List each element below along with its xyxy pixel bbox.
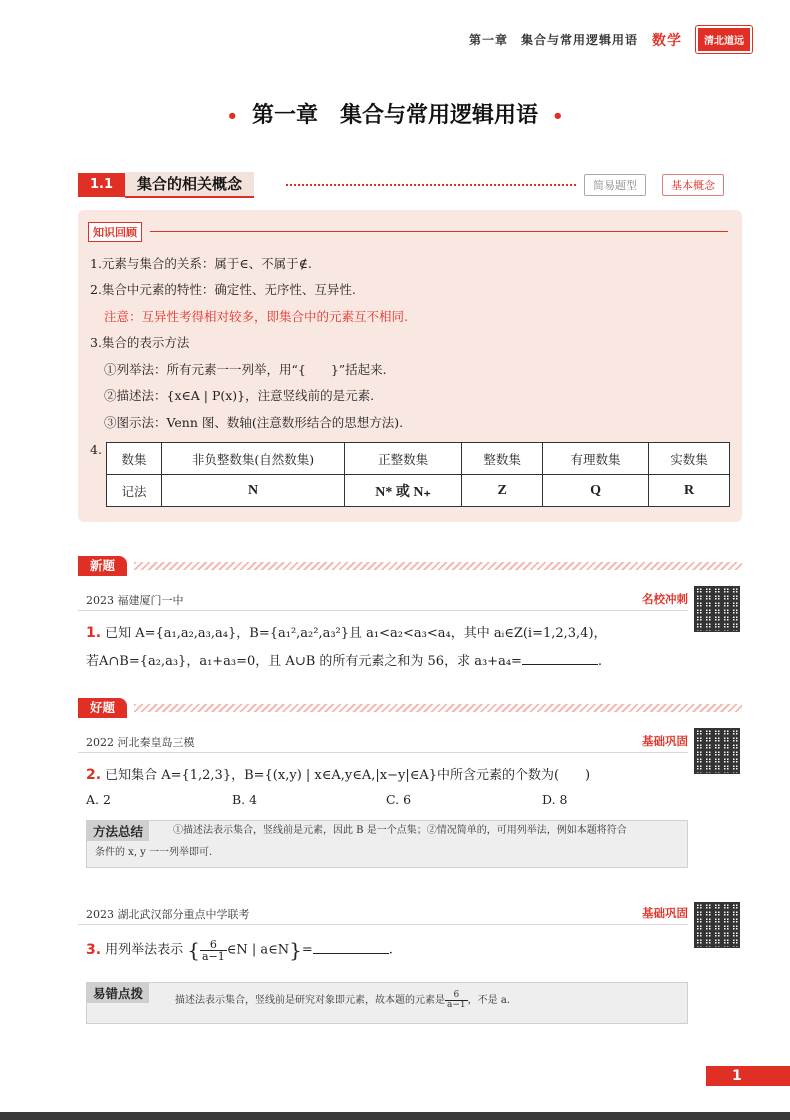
summary-text: ①描述法表示集合，竖线前是元素，因此 B 是一个点集；②情况简单的，可用列举法，例如本题将符合 [173,825,627,836]
table-cell: 数集 [107,443,162,475]
fraction [445,991,468,1010]
question-source: 2023 湖北武汉部分重点中学联考 [86,908,250,921]
good-question-band [78,700,742,714]
table-cell: 有理数集 [543,443,649,475]
question-line: 若A∩B={a₂,a₃}，a₁+a₃=0，且 A∪B 的所有元素之和为 56，求 a₃+a₄= . [86,654,603,669]
question-text: = [301,942,313,958]
question-text: 若A∩B={a₂,a₃}，a₁+a₃=0，且 A∪B 的所有元素之和为 56，求 a₃+a₄= [86,654,522,669]
review-label: 知识回顾 [88,222,142,242]
question-source: 2022 河北秦皇岛三模 [86,736,195,749]
fraction-denominator: a−1 [201,949,225,963]
question-divider [78,924,688,925]
band-label: 好题 [78,698,127,718]
band-pattern [134,704,742,712]
summary-label: 方法总结 [87,821,149,841]
question-kind: 名校冲刺 [642,592,688,606]
question-line [86,764,590,783]
knowledge-review-box [78,210,742,522]
chapter-title [0,98,790,129]
fraction-numerator: 6 [200,939,227,951]
review-note: 注意：互异性考得相对较多，即集合中的元素互不相同. [104,309,408,324]
fraction-numerator: 6 [445,991,468,1001]
question-line: 3. 用列举法表示 { $\frac{6}{a-1}$ ∈N | a∈N}= . [86,937,393,963]
question-text: 已知 A={a₁,a₂,a₃,a₄}，B={a₁²,a₂²,a₃²}且 a₁<a₂<a₃<a₄，其中 aᵢ∈Z(i=1,2,3,4)， [105,626,607,641]
answer-blank[interactable] [522,652,598,665]
number-sets-table [106,442,730,507]
table-cell: 正整数集 [345,443,462,475]
review-line: ③图示法：Venn 图、数轴(注意数形结合的思想方法). [104,415,404,430]
review-line: 3.集合的表示方法 [90,335,190,350]
review-line: 2.集合中元素的特性：确定性、无序性、互异性. [90,282,356,297]
question-divider [78,752,688,753]
table-row [107,443,730,475]
table-cell: 实数集 [649,443,730,475]
method-summary-box [86,820,688,868]
bullet-dot-icon: • [226,106,238,127]
question-divider [78,610,688,611]
table-cell: 整数集 [462,443,543,475]
question-1 [78,586,742,676]
table-cell: Q [543,475,649,507]
note-label: 易错点拨 [87,983,149,1003]
brace-open: { [187,938,200,962]
question-2 [78,728,742,818]
new-question-band [78,558,742,572]
qr-code-icon[interactable] [694,586,740,632]
review-line: 1.元素与集合的关系：属于∈、不属于∉. [90,256,312,271]
question-line [86,622,607,641]
chapter-title-text: 第一章 集合与常用逻辑用语 [251,102,538,128]
table-index: 4. [90,442,102,457]
bottom-bar [0,1112,790,1120]
question-number: 1. [86,625,102,641]
tag-topic: 基本概念 [662,174,724,196]
table-row [107,475,730,507]
question-source: 2023 福建厦门一中 [86,594,184,607]
note-text [175,991,510,1011]
summary-text: 条件的 x, y 一一列举即可. [95,847,213,858]
subject-label: 数学 [652,32,682,49]
section-heading [78,172,254,198]
table-cell: 非负整数集(自然数集) [162,443,345,475]
section-title: 集合的相关概念 [125,172,254,198]
note-text-part: 描述法表示集合，竖线前是研究对象即元素，故本题的元素是 [175,995,445,1006]
question-number: 2. [86,767,102,783]
answer-blank[interactable] [313,941,389,954]
question-3 [78,902,742,972]
pitfall-note-box [86,982,688,1024]
review-divider [150,231,728,232]
option-d[interactable]: D. 8 [542,792,568,807]
tag-difficulty: 简易题型 [584,174,646,196]
question-number: 3. [86,941,102,958]
question-kind: 基础巩固 [642,734,688,748]
brace-close: } [289,938,302,962]
section-divider [286,184,576,186]
table-cell: 记法 [107,475,162,507]
question-kind: 基础巩固 [642,906,688,920]
review-line: ②描述法：{x∈A | P(x)}，注意竖线前的是元素. [104,388,375,403]
fraction-denominator: a−1 [447,1000,466,1010]
fraction [200,939,227,962]
option-b[interactable]: B. 4 [232,792,258,807]
bullet-dot-icon: • [552,106,564,127]
qr-code-icon[interactable] [694,902,740,948]
table-cell: N [162,475,345,507]
question-text: 已知集合 A={1,2,3}，B={(x,y) | x∈A,y∈A,|x−y|∈A}中所含元素的个数为( ) [105,768,591,783]
band-label: 新题 [78,556,127,576]
brand-logo: 清北道远 [696,26,752,53]
table-cell: Z [462,475,543,507]
table-cell: N* 或 N₊ [345,475,462,507]
qr-code-icon[interactable] [694,728,740,774]
option-c[interactable]: C. 6 [386,792,412,807]
page-header [469,26,752,53]
question-text: ∈N | a∈N [226,942,290,958]
note-text-part: ，不是 a. [467,995,510,1006]
band-pattern [134,562,742,570]
review-line: ①列举法：所有元素一一列举，用“{ }”括起来. [104,362,387,377]
page-number: 1 [706,1066,790,1086]
section-number: 1.1 [78,173,125,197]
breadcrumb: 第一章 集合与常用逻辑用语 [468,33,638,47]
option-a[interactable]: A. 2 [86,792,111,807]
table-cell: R [649,475,730,507]
question-text: 用列举法表示 [105,942,184,958]
